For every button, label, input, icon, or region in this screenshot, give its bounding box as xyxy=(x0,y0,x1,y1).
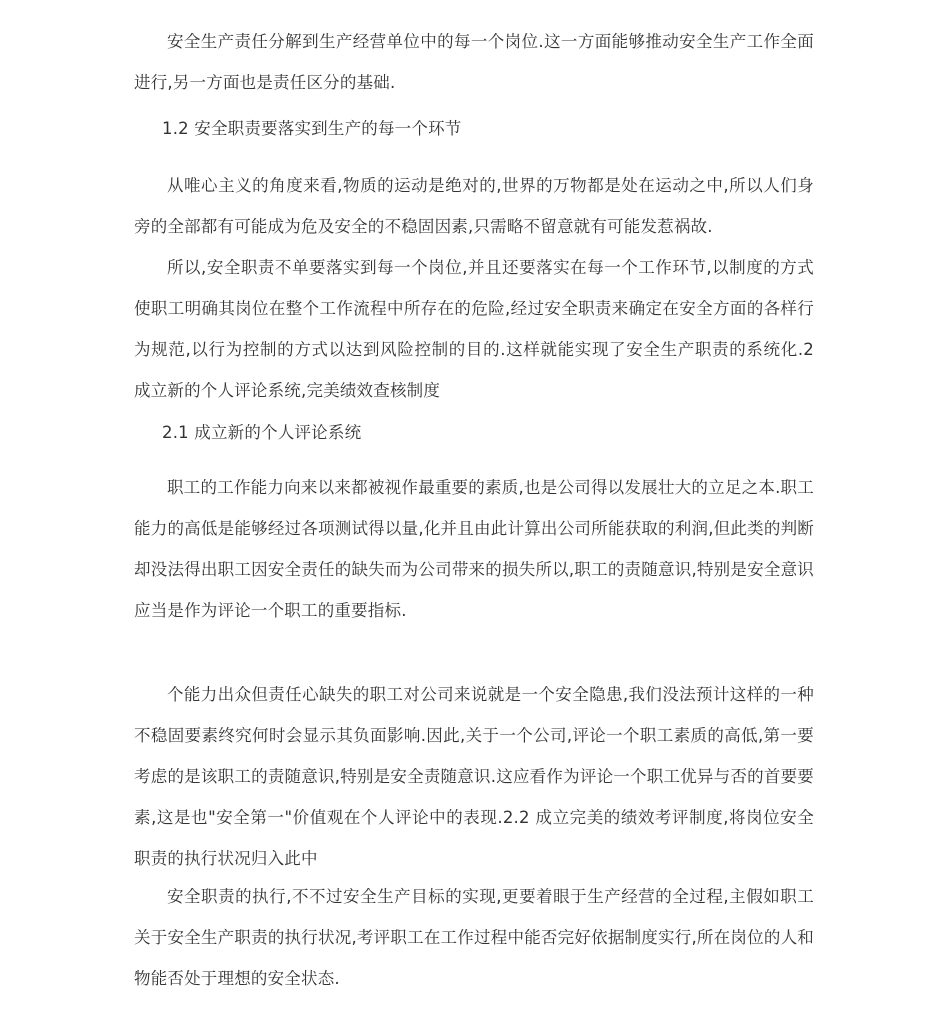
paragraph-employee-ability: 职工的工作能力向来以来都被视作最重要的素质,也是公司得以发展壮大的立足之本.职工能力的高低是能够经过各项测试得以量,化并且由此计算出公司所能获取的利润,但此类的判断却没法得出职工因安全责任的缺失而为公司带来的损失所以,职工的责随意识,特别是安全意识应当是作为评论一个职工的重要指标. xyxy=(134,478,814,620)
paragraph-materialism-motion: 从唯心主义的角度来看,物质的运动是绝对的,世界的万物都是处在运动之中,所以人们身旁的全部都有可能成为危及安全的不稳固因素,只需略不留意就有可能发惹祸故. xyxy=(134,176,814,236)
section-heading-1-2: 1.2 安全职责要落实到生产的每一个环节 xyxy=(162,119,462,138)
paragraph-responsibility-breakdown: 安全生产责任分解到生产经营单位中的每一个岗位.这一方面能够推动安全生产工作全面进行,另一方面也是责任区分的基础. xyxy=(134,32,814,92)
section-heading-2-1: 2.1 成立新的个人评论系统 xyxy=(162,423,362,442)
paragraph-duty-execution: 安全职责的执行,不不过安全生产目标的实现,更要着眼于生产经营的全过程,主假如职工关于安全生产职责的执行状况,考评职工在工作过程中能否完好依据制度实行,所在岗位的人和物能否处于理想的安全状态. xyxy=(134,887,814,988)
paragraph-safety-duty-workflow: 所以,安全职责不单要落实到每一个岗位,并且还要落实在每一个工作环节,以制度的方式使职工明确其岗位在整个工作流程中所存在的危险,经过安全职责来确定在安全方面的各样行为规范,以行为控制的方式以达到风险控制的目的.这样就能实现了安全生产职责的系统化.2 成立新的个人评论系统,完美绩效查核制度 xyxy=(134,258,814,400)
paragraph-safety-hazard: 个能力出众但责任心缺失的职工对公司来说就是一个安全隐患,我们没法预计这样的一种不稳固要素终究何时会显示其负面影响.因此,关于一个公司,评论一个职工素质的高低,第一要考虑的是该职工的责随意识,特别是安全责随意识.这应看作为评论一个职工优异与否的首要要素,这是也"安全第一"价值观在个人评论中的表现.2.2 成立完美的绩效考评制度,将岗位安全职责的执行状况归入此中 xyxy=(134,685,814,868)
